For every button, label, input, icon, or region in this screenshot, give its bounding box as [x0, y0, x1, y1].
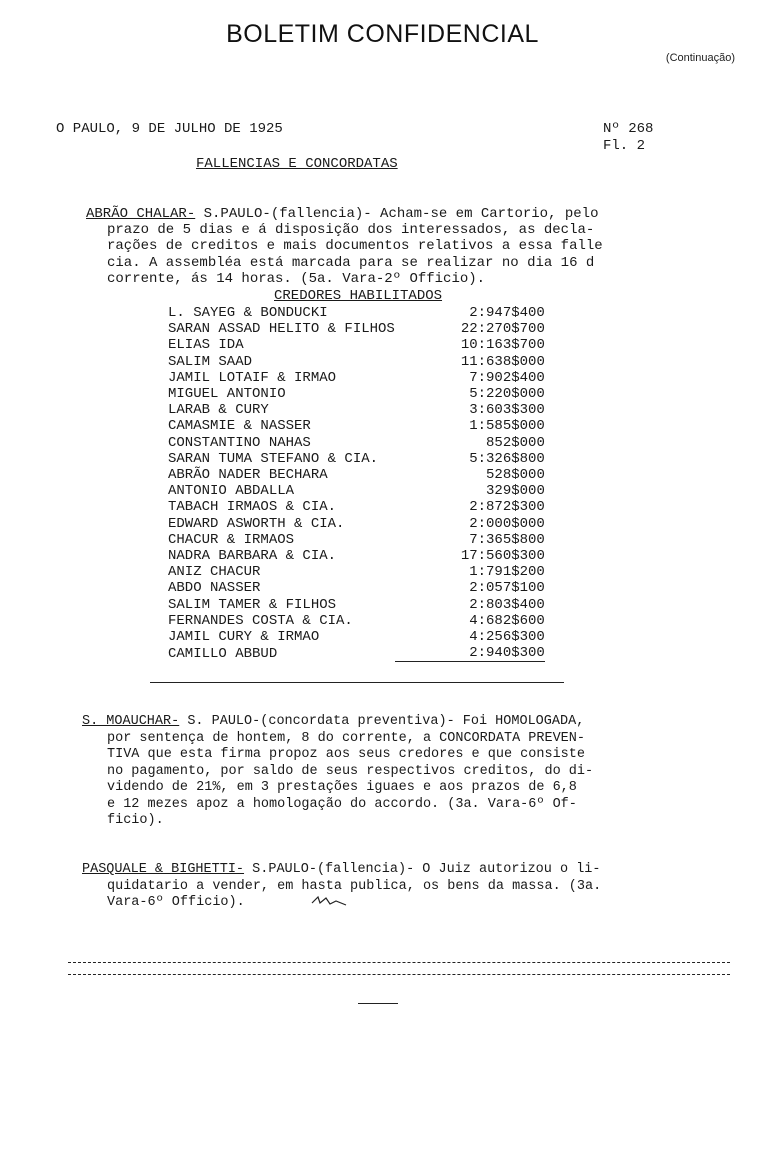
bulletin-number: Nº 268	[603, 121, 654, 137]
table-row	[168, 337, 545, 353]
creditor-value: 4:682$600	[469, 612, 545, 629]
table-row	[168, 467, 545, 483]
creditor-value: 852$000	[486, 434, 545, 451]
entry-abrao-chalar-body	[107, 222, 603, 288]
creditor-name: CAMILLO ABBUD	[168, 645, 278, 662]
creditor-value: 2:000$000	[469, 515, 545, 532]
table-row	[168, 516, 545, 532]
creditor-value: 2:940$300	[395, 645, 545, 662]
entry-text-line: quidatario a vender, em hasta publica, os bens da massa. (3a.	[107, 879, 602, 894]
sheet-number: Fl. 2	[603, 138, 646, 154]
creditor-name: CONSTANTINO NAHAS	[168, 434, 311, 451]
creditors-table	[168, 305, 545, 662]
creditor-value: 4:256$300	[469, 629, 545, 646]
entry-abrao-chalar	[86, 206, 599, 222]
entry-pasquale-bighetti-body	[107, 879, 601, 912]
creditor-value: 2:803$400	[469, 596, 545, 613]
creditor-name: TABACH IRMAOS & CIA.	[168, 499, 337, 516]
creditor-name: LARAB & CURY	[168, 402, 269, 419]
creditor-value: 528$000	[486, 467, 545, 484]
table-row	[168, 402, 545, 418]
creditor-name: NADRA BARBARA & CIA.	[168, 548, 337, 565]
creditor-value: 5:220$000	[469, 386, 545, 403]
continuation-label: (Continuação)	[665, 52, 735, 64]
entry-text-line: e 12 mezes apoz a homologação do accordo. (3a. Vara-6º Of-	[107, 796, 577, 812]
table-row	[168, 354, 545, 370]
table-row	[168, 483, 545, 499]
creditor-name: ABRÃO NADER BECHARA	[168, 467, 328, 484]
creditor-name: CHACUR & IRMAOS	[168, 531, 295, 548]
entry-pasquale-bighetti	[82, 862, 601, 878]
creditor-name: EDWARD ASWORTH & CIA.	[168, 515, 345, 532]
entry-name: PASQUALE & BIGHETTI-	[82, 862, 245, 877]
entry-text-line: rações de creditos e mais documentos relativos a essa falle	[107, 238, 603, 255]
entry-text-line: corrente, ás 14 horas. (5a. Vara-2º Officio).	[107, 271, 486, 288]
entry-name: ABRÃO CHALAR-	[86, 206, 196, 222]
entry-text-line: S.PAULO-(fallencia)- Acham-se em Cartorio, pelo	[203, 206, 599, 222]
table-row	[168, 597, 545, 613]
entry-text-line: Vara-6º Officio).	[107, 895, 245, 911]
creditor-value: 10:163$700	[460, 337, 545, 354]
table-row	[168, 435, 545, 451]
creditor-name: ABDO NASSER	[168, 580, 261, 597]
creditor-value: 2:872$300	[469, 499, 545, 516]
creditor-value: 7:902$400	[469, 369, 545, 386]
creditor-value: 1:791$200	[469, 564, 545, 581]
creditor-value: 17:560$300	[460, 548, 545, 565]
table-row	[168, 499, 545, 515]
creditor-name: L. SAYEG & BONDUCKI	[168, 305, 328, 321]
section-title: FALLENCIAS E CONCORDATAS	[196, 156, 398, 172]
entry-text-line: ficio).	[107, 813, 164, 829]
table-row	[168, 580, 545, 596]
end-mark	[358, 1003, 398, 1004]
entry-text-line: prazo de 5 dias e á disposição dos interessados, as decla-	[107, 222, 595, 238]
creditor-name: ANIZ CHACUR	[168, 564, 261, 581]
creditor-name: SARAN ASSAD HELITO & FILHOS	[168, 321, 395, 338]
creditor-name: CAMASMIE & NASSER	[168, 418, 311, 435]
entry-s-moauchar	[82, 714, 584, 730]
creditor-name: SARAN TUMA STEFANO & CIA.	[168, 450, 379, 467]
creditor-value: 7:365$800	[469, 531, 545, 548]
entry-text-line: por sentença de hontem, 8 do corrente, a CONCORDATA PREVEN-	[107, 731, 585, 746]
table-row	[168, 451, 545, 467]
entry-text-line: no pagamento, por saldo de seus respectivos creditos, do di-	[107, 763, 594, 779]
creditor-name: JAMIL CURY & IRMAO	[168, 629, 320, 646]
creditor-value: 11:638$000	[460, 353, 545, 370]
creditor-value: 329$000	[486, 483, 545, 500]
creditor-value: 5:326$800	[469, 450, 545, 467]
entry-text-line: TIVA que esta firma propoz aos seus credores e que consiste	[107, 747, 585, 763]
creditor-name: ELIAS IDA	[168, 337, 244, 354]
document-title: BOLETIM CONFIDENCIAL	[226, 20, 539, 48]
creditor-name: SALIM TAMER & FILHOS	[168, 596, 337, 613]
table-row	[168, 548, 545, 564]
creditors-heading: CREDORES HABILITADOS	[274, 288, 443, 304]
table-row	[168, 532, 545, 548]
table-row	[168, 386, 545, 402]
creditor-value: 1:585$000	[469, 418, 545, 435]
table-row	[168, 370, 545, 386]
table-row	[168, 645, 545, 662]
section-divider	[150, 682, 564, 683]
table-row	[168, 613, 545, 629]
bottom-divider	[68, 974, 730, 975]
creditor-value: 2:057$100	[469, 580, 545, 597]
creditor-value: 22:270$700	[460, 321, 545, 338]
creditor-name: FERNANDES COSTA & CIA.	[168, 612, 353, 629]
table-row	[168, 418, 545, 434]
creditor-value: 2:947$400	[469, 305, 545, 321]
creditor-name: MIGUEL ANTONIO	[168, 386, 286, 403]
creditor-name: ANTONIO ABDALLA	[168, 483, 295, 500]
entry-text-line: S. PAULO-(concordata preventiva)- Foi HOMOLOGADA,	[187, 714, 585, 729]
entry-name: S. MOAUCHAR-	[82, 714, 180, 729]
table-row	[168, 305, 545, 321]
creditor-value: 3:603$300	[469, 402, 545, 419]
handwritten-mark	[310, 893, 350, 911]
bottom-divider	[68, 962, 730, 963]
creditor-name: SALIM SAAD	[168, 353, 253, 370]
table-row	[168, 629, 545, 645]
table-row	[168, 564, 545, 580]
entry-s-moauchar-body	[107, 731, 593, 829]
entry-text-line: cia. A assembléa está marcada para se realizar no dia 16 d	[107, 254, 595, 271]
table-row	[168, 321, 545, 337]
dateline: O PAULO, 9 DE JULHO DE 1925	[56, 121, 283, 137]
creditor-name: JAMIL LOTAIF & IRMAO	[168, 369, 337, 386]
entry-text-line: S.PAULO-(fallencia)- O Juiz autorizou o li-	[252, 862, 601, 877]
entry-text-line: videndo de 21%, em 3 prestações iguaes e aos prazos de 6,8	[107, 780, 577, 796]
